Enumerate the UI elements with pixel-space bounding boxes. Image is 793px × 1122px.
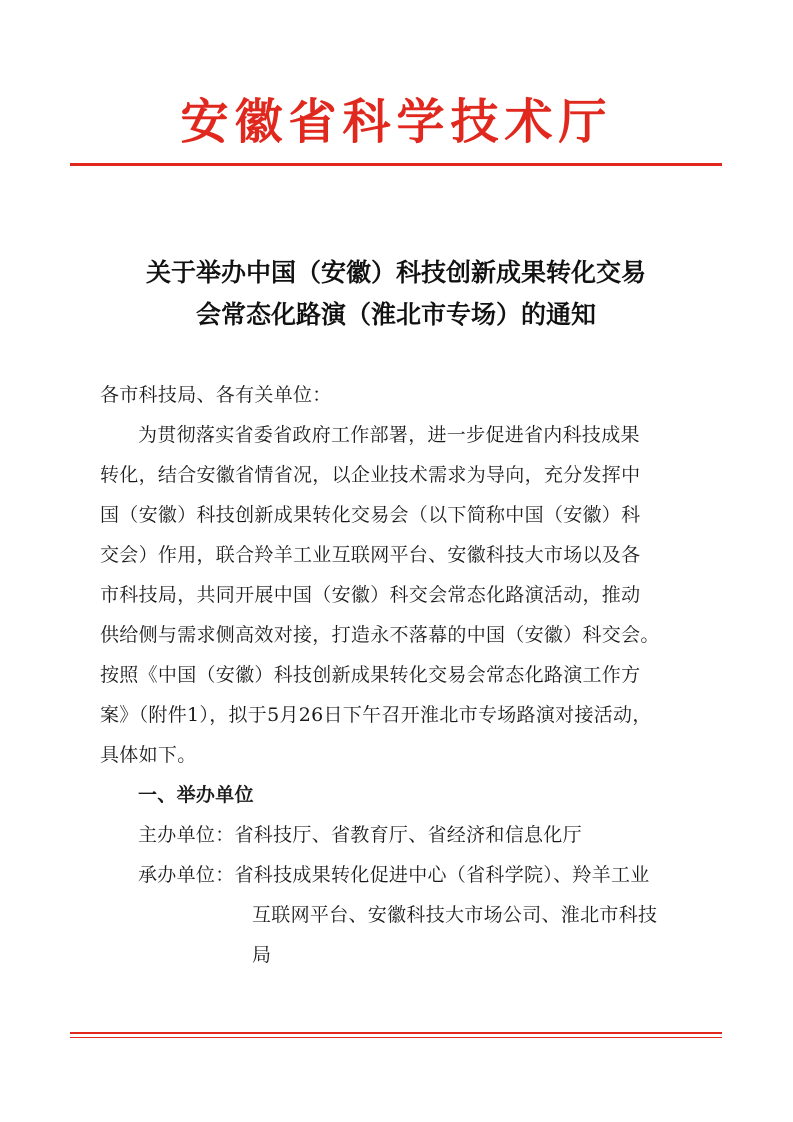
organizer-units-line: 承办单位：省科技成果转化促进中心（省科学院）、羚羊工业 <box>138 864 650 886</box>
paragraph-line: 交会）作用，联合羚羊工业互联网平台、安徽科技大市场以及各 <box>100 544 641 566</box>
salutation: 各市科技局、各有关单位： <box>100 384 332 406</box>
document-title <box>70 252 722 336</box>
paragraph-line: 国（安徽）科技创新成果转化交易会（以下简称中国（安徽）科 <box>100 504 641 526</box>
organizer-units-line: 互联网平台、安徽科技大市场公司、淮北市科技 <box>252 904 658 926</box>
host-units-line: 主办单位：省科技厅、省教育厅、省经济和信息化厅 <box>138 824 582 846</box>
document-body <box>100 375 700 975</box>
paragraph-line: 按照《中国（安徽）科技创新成果转化交易会常态化路演工作方 <box>100 664 641 686</box>
organizer-units-line: 局 <box>252 944 272 966</box>
paragraph-line: 市科技局，共同开展中国（安徽）科交会常态化路演活动，推动 <box>100 584 641 606</box>
title-line-2: 会常态化路演（淮北市专场）的通知 <box>195 300 596 329</box>
footer-red-rule <box>70 1032 722 1034</box>
paragraph-line: 具体如下。 <box>100 744 197 766</box>
footer-red-rule-thin <box>70 1037 722 1038</box>
title-line-1: 关于举办中国（安徽）科技创新成果转化交易 <box>145 258 646 287</box>
paragraph-line: 为贯彻落实省委省政府工作部署，进一步促进省内科技成果 <box>138 424 640 446</box>
letterhead-red-rule <box>70 163 722 166</box>
section-heading: 一、举办单位 <box>138 784 254 806</box>
paragraph-line: 转化，结合安徽省情省况，以企业技术需求为导向，充分发挥中 <box>100 464 641 486</box>
paragraph-line: 案》（附件1），拟于5月26日下午召开淮北市专场路演对接活动， <box>100 704 652 726</box>
letterhead-title: 安徽省科学技术厅 <box>180 94 613 150</box>
paragraph-line: 供给侧与需求侧高效对接，打造永不落幕的中国（安徽）科交会。 <box>100 624 660 646</box>
